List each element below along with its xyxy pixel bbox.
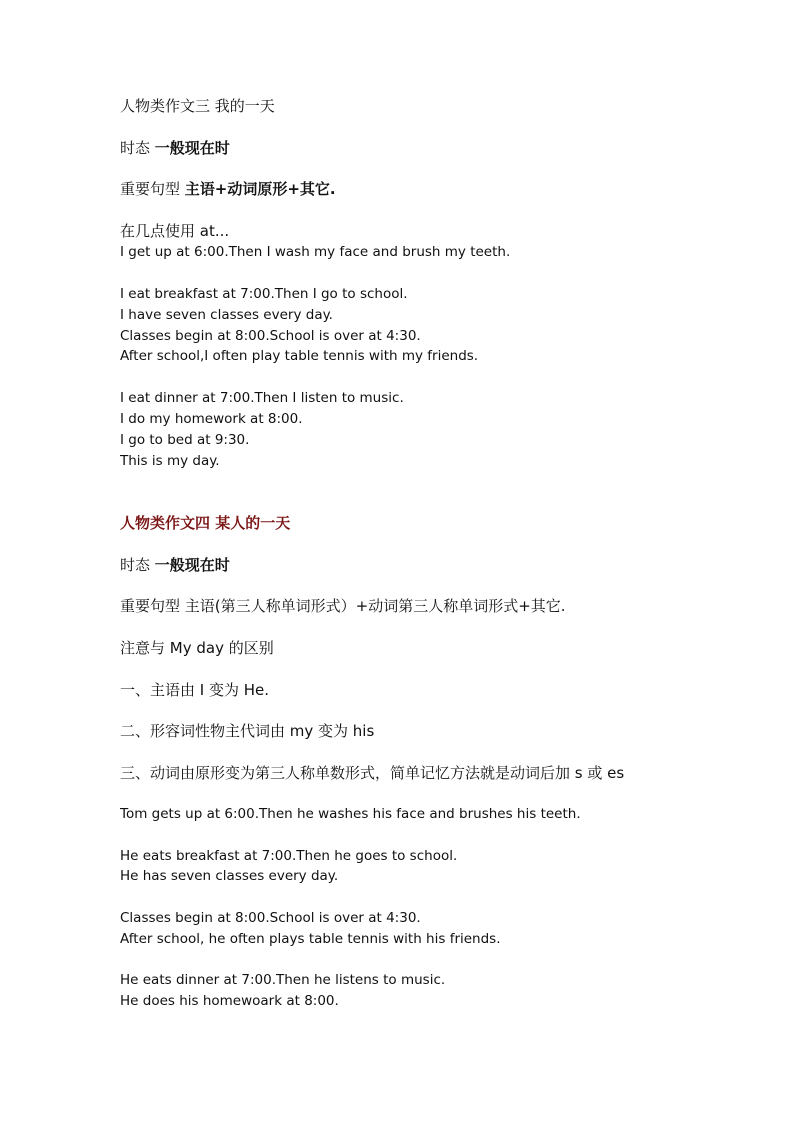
section4-rule: 三、动词由原形变为第三人称单数形式，简单记忆方法就是动词后加 s 或 es <box>120 764 625 782</box>
section4-sentence: Classes begin at 8:00.School is over at 4:30. <box>120 910 421 926</box>
section3-sentence: After school,I often play table tennis with my friends. <box>120 348 479 364</box>
section4-sentence: Tom gets up at 6:00.Then he washes his face and brushes his teeth. <box>120 806 581 822</box>
section4-tense <box>120 556 230 574</box>
section3-sentence: Classes begin at 8:00.School is over at 4:30. <box>120 328 421 344</box>
section3-sentence: I go to bed at 9:30. <box>120 432 250 448</box>
section4-sentence: He eats breakfast at 7:00.Then he goes to school. <box>120 848 458 864</box>
section4-sentence: After school, he often plays table tennis with his friends. <box>120 931 501 947</box>
section4-sentence: He has seven classes every day. <box>120 868 339 884</box>
section3-pattern-value: 主语+动词原形+其它. <box>184 180 336 198</box>
section3-pattern <box>120 180 336 198</box>
section3-sentence: I eat dinner at 7:00.Then I listen to music. <box>120 390 404 406</box>
section3-tense <box>120 139 230 157</box>
section3-title: 人物类作文三 我的一天 <box>120 97 275 115</box>
section3-sentence: I eat breakfast at 7:00.Then I go to school. <box>120 286 408 302</box>
section3-tense-label: 时态 <box>120 139 151 157</box>
section4-tense-value: 一般现在时 <box>154 556 230 574</box>
section4-rule: 二、形容词性物主代词由 my 变为 his <box>120 722 375 740</box>
section3-tense-value: 一般现在时 <box>154 139 230 157</box>
section3-sentence: I have seven classes every day. <box>120 307 333 323</box>
section4-pattern: 重要句型 主语(第三人称单词形式）+动词第三人称单词形式+其它. <box>120 597 566 615</box>
section4-note: 注意与 My day 的区别 <box>120 639 274 657</box>
section4-rule: 一、主语由 I 变为 He. <box>120 681 270 699</box>
section3-sentence: This is my day. <box>120 453 220 469</box>
section4-tense-label: 时态 <box>120 556 151 574</box>
section4-sentence: He does his homewoark at 8:00. <box>120 993 339 1009</box>
section4-title: 人物类作文四 某人的一天 <box>120 514 291 532</box>
section3-sentence: I get up at 6:00.Then I wash my face and brush my teeth. <box>120 244 511 260</box>
section3-tip: 在几点使用 at... <box>120 222 230 240</box>
section3-pattern-label: 重要句型 <box>120 180 181 198</box>
section3-sentence: I do my homework at 8:00. <box>120 411 303 427</box>
section4-sentence: He eats dinner at 7:00.Then he listens to music. <box>120 972 446 988</box>
